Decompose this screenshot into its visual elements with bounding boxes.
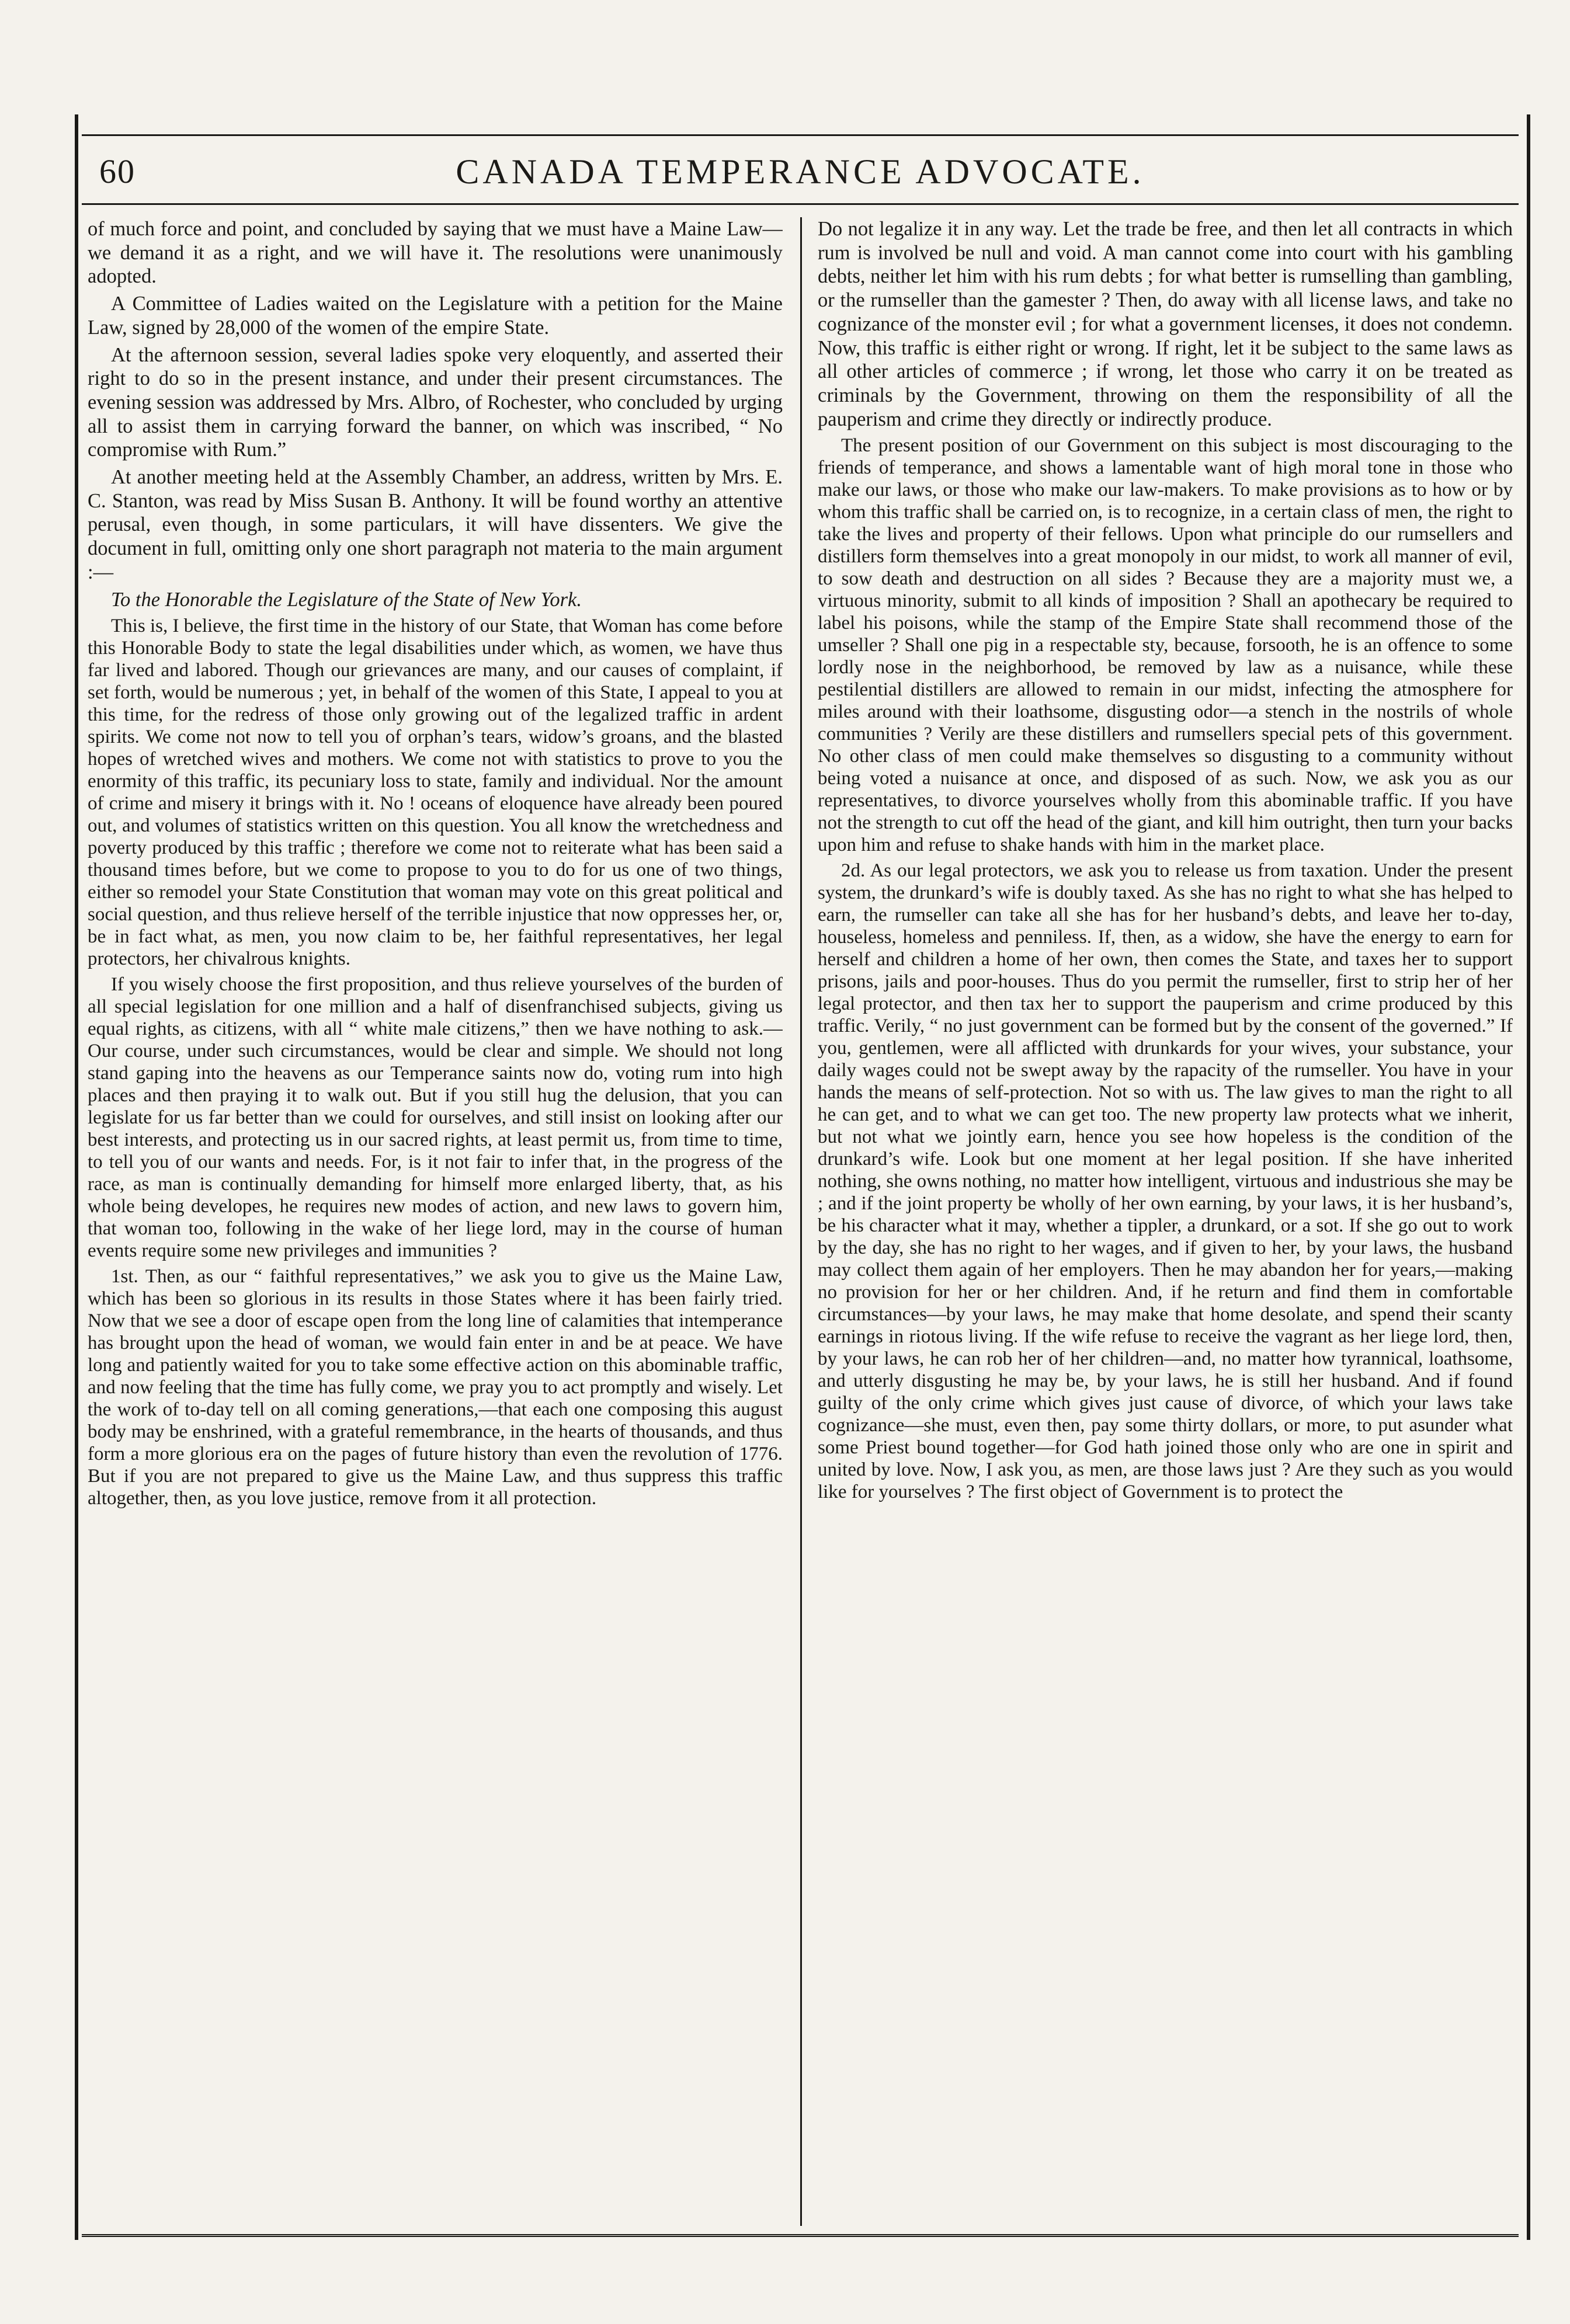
address-heading: To the Honorable the Legislature of the State of New York. bbox=[111, 588, 582, 611]
column-divider bbox=[800, 217, 802, 2226]
bottom-rule bbox=[82, 2234, 1519, 2237]
paragraph: This is, I believe, the first time in the history of our State, that Woman has come before this Honorable Body to state the legal disabilities under which, as women, we have thus far lived and labored. Though our grievances are many, and our causes of complaint, if set forth, would be numerous ; yet, in behalf of the women of this State, I appeal to you at this time, for the redress of those only growing out of the legalized traffic in ardent spirits. We come not now to tell you of orphan’s tears, widow’s groans, and the blasted hopes of wretched wives and mothers. We come not with statistics to prove to you the enormity of this traffic, its pecuniary loss to state, family and individual. Nor the amount of crime and misery it brings with it. No ! oceans of eloquence have already been poured out, and volumes of statistics written on this question. You all know the wretchedness and poverty produced by this traffic ; therefore we come not to reiterate what has been said a thousand times before, but we come to propose to you to do for us one of two things, either so remodel your State Constitution that woman may vote on this great political and social question, and thus relieve herself of the terrible injustice that now oppresses her, or, be in fact what, as men, you now claim to be, her faithful representatives, her legal protectors, her chivalrous knights. bbox=[88, 615, 783, 970]
paragraph: 1st. Then, as our “ faithful representatives,” we ask you to give us the Maine Law, which has been so glorious in its results in those States where it has been fairly tried. Now that we see a door of escape open from the long line of calamities that intemperance has brought upon the head of woman, we would fain enter in and be at peace. We have long and patiently waited for you to take some effective action on this abominable traffic, and now feeling that the time has fully come, we pray you to act promptly and wisely. Let the work of to-day tell on all coming generations,—that each one composing this august body may be enshrined, with a grateful remembrance, in the hearts of thousands, and thus form a more glorious era on the pages of future history than even the revolution of 1776. But if you are not prepared to give us the Maine Law, and thus suppress this traffic altogether, then, as you love justice, remove from it all protection. bbox=[88, 1266, 783, 1509]
paragraph: At another meeting held at the Assembly Chamber, an address, written by Mrs. E. C. Stanton, was read by Miss Susan B. Anthony. It will be found worthy an attentive perusal, even though, in some particulars, it will have dissenters. We give the document in full, omitting only one short paragraph not materia to the main argument :— bbox=[88, 466, 783, 583]
journal-title: CANADA TEMPERANCE ADVOCATE. bbox=[456, 152, 1145, 191]
header-rule bbox=[82, 203, 1519, 205]
paragraph: Do not legalize it in any way. Let the trade be free, and then let all contracts in which rum is involved be null and void. A man cannot come into court with his gambling debts, neither let him with his rum debts ; for what better is rumselling than gambling, or the rumseller than the gamester ? Then, do away with all license laws, and take no cognizance of the monster evil ; for what a government licenses, it does not condemn. Now, this traffic is either right or wrong. If right, let it be subject to the same laws as all other articles of commerce ; if wrong, let those who carry it on be treated as criminals by the Government, throwing on them the responsibility of all the pauperism and crime they directly or indirectly produce. bbox=[818, 218, 1513, 430]
paragraph: A Committee of Ladies waited on the Legislature with a petition for the Maine Law, signed by 28,000 of the women of the empire State. bbox=[88, 293, 783, 339]
paragraph: The present position of our Government on this subject is most discouraging to the friends of temperance, and shows a lamentable want of high moral tone in those who make our laws, or those who make our law-makers. To make provisions as to how or by whom this traffic shall be carried on, is to recognize, in a certain class of men, the right to take the lives and property of their fellows. Upon what principle do our rumsellers and distillers form themselves into a great monopoly in our midst, to work all manner of evil, to sow death and destruction on all sides ? Because they are a majority must we, a virtuous minority, submit to all kinds of imposition ? Shall an apothecary be required to label his poisons, while the stamp of the Empire State shall recommend those of the umseller ? Shall one pig in a respectable sty, because, forsooth, he is an offence to some lordly nose in the neighborhood, be removed by law as a nuisance, while these pestilential distillers are allowed to remain in our midst, infecting the atmosphere for miles around with their loathsome, disgusting odor—a stench in the nostrils of whole communities ? Verily are these distillers and rumsellers special pets of this government. No other class of men could make themselves so disgusting to a community without being voted a nuisance at once, and disposed of as such. Now, we ask you as our representatives, to divorce yourselves wholly from this abominable traffic. If you have not the strength to cut off the head of the giant, and kill him outright, then turn your backs upon him and refuse to shake hands with him in the market place. bbox=[818, 435, 1513, 856]
paragraph: If you wisely choose the first proposition, and thus relieve yourselves of the burden of all special legislation for one million and a half of disenfranchised subjects, giving us equal rights, as citizens, with all “ white male citizens,” then we have nothing to ask.— Our course, under such circumstances, would be clear and simple. We should not long stand gaping into the heavens as our Temperance saints now do, voting rum into high places and then praying it to walk out. But if you still hug the delusion, that you can legislate for us far better than we could for ourselves, and still insist on looking after our best interests, and protecting us in our sacred rights, at least permit us, from time to time, to tell you of our wants and needs. For, is it not fair to infer that, in the progress of the race, as man is continually demanding for himself more enlarged liberty, that, as his whole being developes, he requires new modes of action, and new laws to govern him, that woman too, following in the wake of her liege lord, may in the course of human events require some new privileges and immunities ? bbox=[88, 974, 783, 1262]
right-column bbox=[818, 217, 1513, 2226]
paragraph: At the afternoon session, several ladies spoke very eloquently, and asserted their right to do so in the present instance, and under their present circumstances. The evening session was addressed by Mrs. Albro, of Rochester, who concluded by urging all to assist them in carrying forward the banner, on which was inscribed, “ No compromise with Rum.” bbox=[88, 343, 783, 461]
paragraph: 2d. As our legal protectors, we ask you to release us from taxation. Under the present system, the drunkard’s wife is doubly taxed. As she has no right to what she has helped to earn, the rumseller can take all she has for her husband’s debts, and leave her to-day, houseless, homeless and penniless. If, then, as a widow, she have the energy to earn for herself and children a home of her own, then comes the State, and taxes her to support prisons, jails and poor-houses. Thus do you permit the rumseller, first to strip her of her legal protector, and then tax her to support the pauperism and crime produced by this traffic. Verily, “ no just government can be formed but by the consent of the governed.” If you, gentlemen, were all afflicted with drunkards for your wives, your substance, your daily wages could not be swept away by the rapacity of the rumseller. You have in your hands the means of self-protection. Not so with us. The law gives to man the right to all he can get, and to what we can get too. The new property law protects what we inherit, but not what we jointly earn, hence you see how hopeless is the condition of the drunkard’s wife. Look but one moment at her legal position. If she have inherited nothing, she owns nothing, no matter how intelligent, virtuous and industrious she may be ; and if the joint property be wholly of her own earning, by your laws, it is her husband’s, be his character what it may, whether a tippler, a drunkard, or a sot. If she go out to work by the day, she has no right to her wages, and if given to her, by your laws, the husband may collect them again of her employers. Then he may abandon her for years,—making no provision for her or her children. And, if he return and find them in comfortable circumstances—by your laws, he may make that home desolate, and spend their scanty earnings in riotous living. If the wife refuse to receive the vagrant as her liege lord, then, by your laws, he can rob her of her children—and, no matter how tyrannical, loathsome, and utterly disgusting he may be, by your laws, he is still her husband. And if found guilty of the only crime which gives just cause of divorce, of which your laws take cognizance—she must, even then, pay some thirty dollars, or more, to put asunder what some Priest bound together—for God hath joined those only who are one in spirit and united by love. Now, I ask you, as men, are those laws just ? Are they such as you would like for yourselves ? The first object of Government is to protect the bbox=[818, 860, 1513, 1503]
top-rule bbox=[82, 134, 1519, 136]
paragraph: of much force and point, and concluded by saying that we must have a Maine Law—we demand it as a right, and we will have it. The resolutions were unanimously adopted. bbox=[88, 218, 783, 288]
page-header bbox=[99, 152, 1501, 199]
page-number: 60 bbox=[99, 152, 136, 190]
left-column bbox=[88, 217, 783, 2226]
